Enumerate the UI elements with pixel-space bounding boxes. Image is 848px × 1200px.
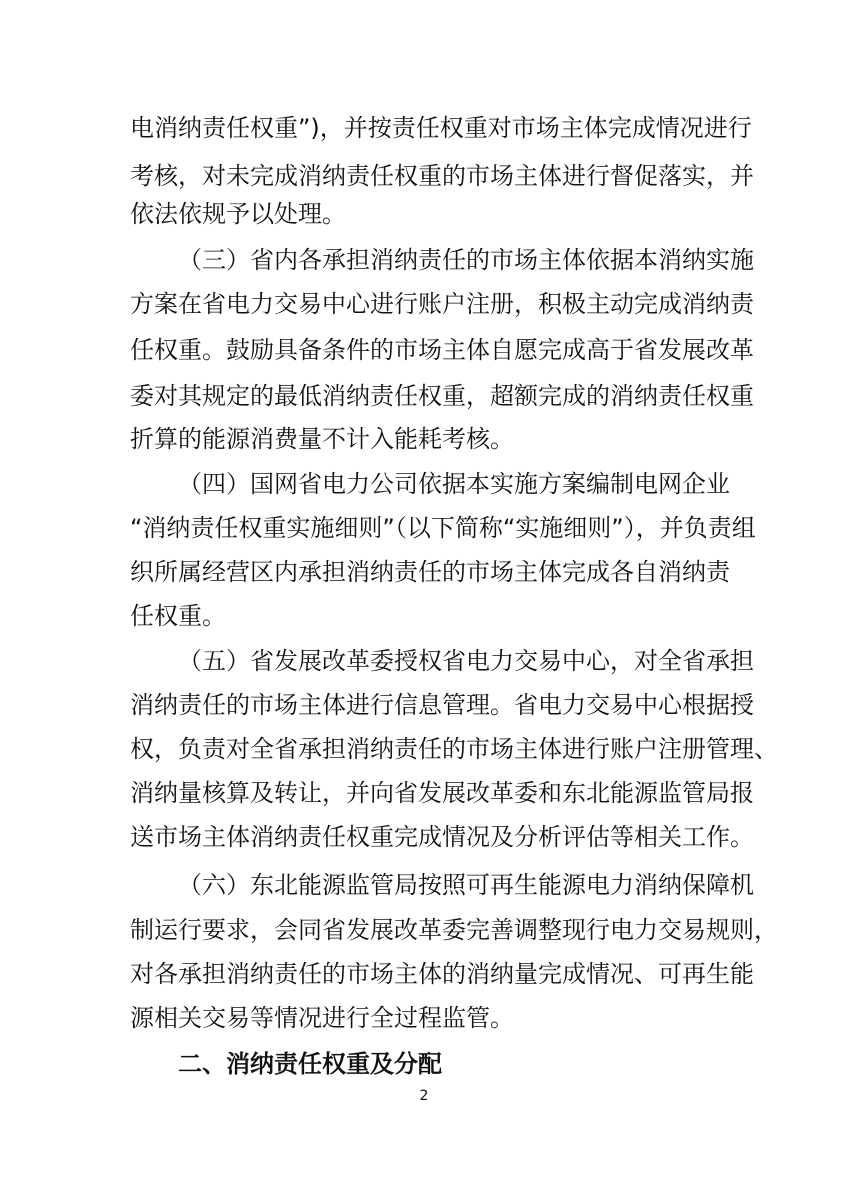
section-heading: 二、消纳责任权重及分配 [178, 1050, 442, 1078]
text-line: 电消纳责任权重”)，并按责任权重对市场主体完成情况进行 [130, 114, 752, 142]
text-line: 消纳责任的市场主体进行信息管理。省电力交易中心根据授 [130, 691, 754, 719]
text-line: 源相关交易等情况进行全过程监管。 [130, 1004, 514, 1032]
text-line: 织所属经营区内承担消纳责任的市场主体完成各自消纳责 [130, 558, 730, 586]
text-line: 制运行要求，会同省发展改革委完善调整现行电力交易规则， [130, 916, 778, 944]
page-number: 2 [419, 1088, 429, 1104]
text-line: 消纳量核算及转让，并向省发展改革委和东北能源监管局报 [130, 779, 754, 807]
text-line: “消纳责任权重实施细则”（以下简称“实施细则”），并负责组 [130, 514, 756, 542]
text-line: 折算的能源消费量不计入能耗考核。 [130, 425, 514, 453]
text-line: 方案在省电力交易中心进行账户注册，积极主动完成消纳责 [130, 290, 754, 318]
paragraph-start-line: （三）省内各承担消纳责任的市场主体依据本消纳实施 [178, 246, 754, 274]
text-line: 委对其规定的最低消纳责任权重，超额完成的消纳责任权重 [130, 382, 754, 410]
text-line: 依法依规予以处理。 [130, 200, 346, 228]
paragraph-start-line: （四）国网省电力公司依据本实施方案编制电网企业 [178, 470, 730, 498]
text-line: 考核，对未完成消纳责任权重的市场主体进行督促落实，并 [130, 162, 754, 190]
paragraph-start-line: （五）省发展改革委授权省电力交易中心，对全省承担 [178, 647, 754, 675]
text-line: 权，负责对全省承担消纳责任的市场主体进行账户注册管理、 [130, 735, 778, 763]
paragraph-start-line: （六）东北能源监管局按照可再生能源电力消纳保障机 [178, 871, 754, 899]
text-line: 对各承担消纳责任的市场主体的消纳量完成情况、可再生能 [130, 960, 754, 988]
text-line: 任权重。 [130, 602, 226, 630]
text-line: 送市场主体消纳责任权重完成情况及分析评估等相关工作。 [130, 823, 754, 851]
text-line: 任权重。鼓励具备条件的市场主体自愿完成高于省发展改革 [130, 336, 754, 364]
